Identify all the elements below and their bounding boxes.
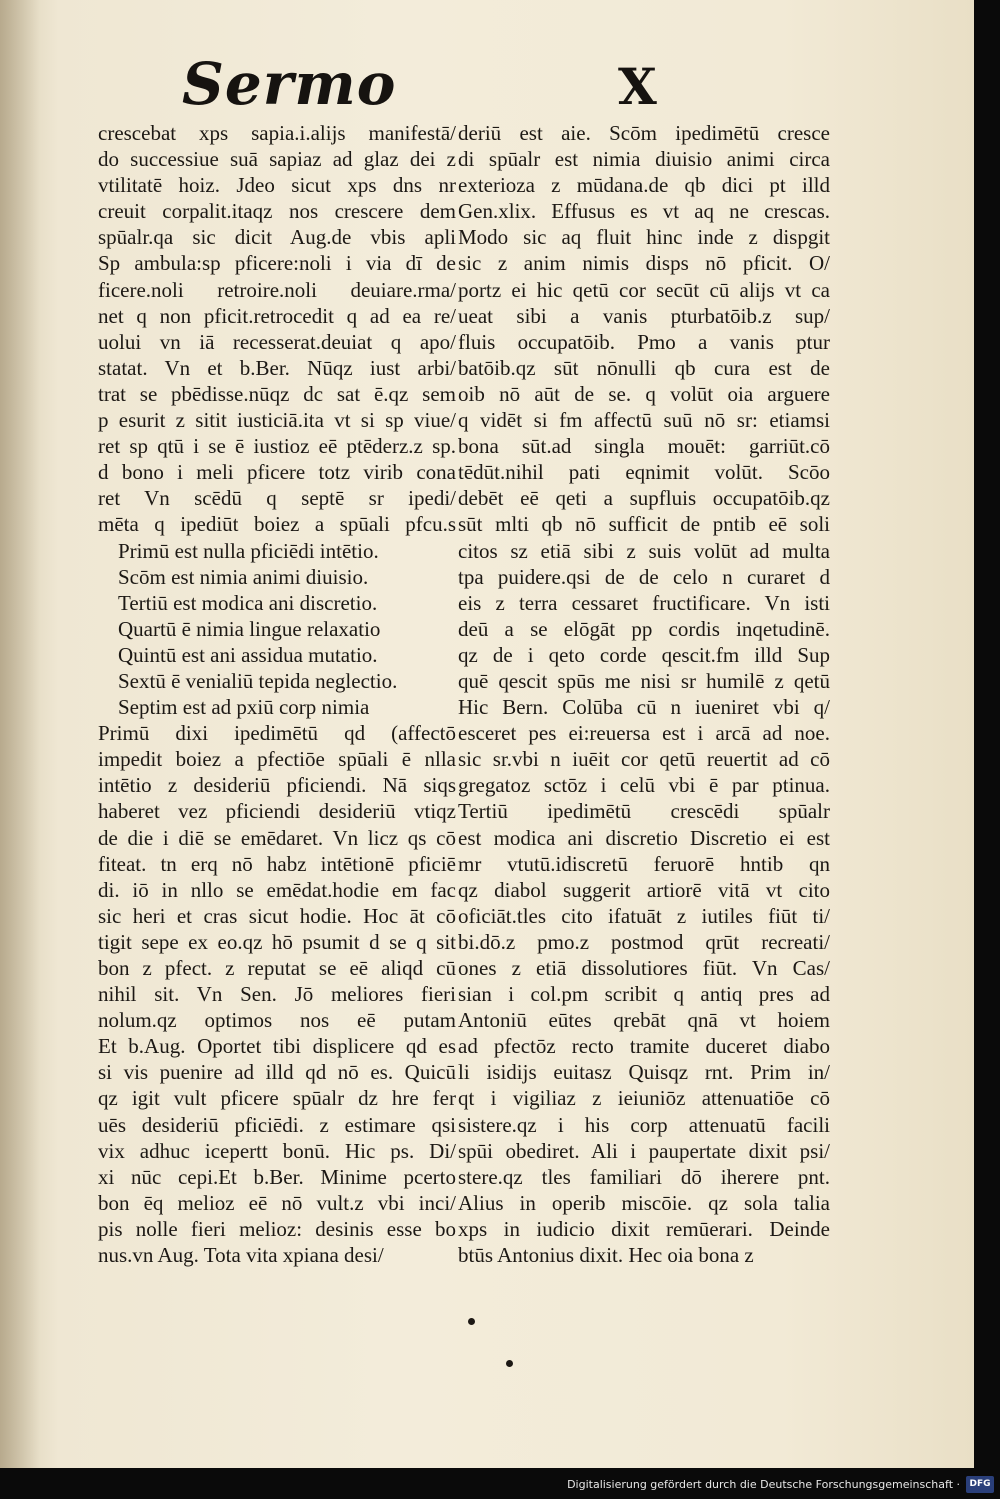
ink-dot <box>506 1360 513 1367</box>
text-line: esceret pes ei:reuersa est i arcā ad noe. <box>458 721 830 746</box>
text-line: Modo sic aq fluit hinc inde z dispgit <box>458 225 830 250</box>
dfg-logo: DFG <box>966 1476 994 1493</box>
text-line: do successiue suā sapiaz ad glaz dei z <box>98 147 456 172</box>
text-column-left <box>98 120 456 1268</box>
text-line: sic z anim nimis disps nō pficit. O/ <box>458 251 830 276</box>
text-line: xps in iudicio dixit remūerari. Deinde <box>458 1216 830 1241</box>
text-line: qz igit vult pficere spūalr dz hre fer <box>98 1086 456 1111</box>
text-column-right <box>458 120 830 1268</box>
text-line: nihil sit. Vn Sen. Jō meliores fieri <box>98 982 456 1007</box>
text-line: impedit boiez a pfectiōe spūali ē nlla <box>98 747 456 772</box>
text-line: bi.dō.z pmo.z postmod qrūt recreati/ <box>458 929 830 954</box>
text-line: btūs Antonius dixit. Hec oia bona z <box>458 1243 754 1268</box>
text-line: Scōm est nimia animi diuisio. <box>118 564 369 589</box>
text-line: intētio z desideriū pficiendi. Nā siqs <box>98 773 456 798</box>
text-line: haberet vez pficiendi desideriū vtiqz <box>98 799 456 824</box>
text-line: deriū est aie. Scōm ipedimētū cresce <box>458 121 830 145</box>
text-line: bon z pfect. z reputat se eē aliqd cū <box>98 956 456 980</box>
text-line: bon ēq melioz eē nō vult.z vbi inci/ <box>98 1190 456 1215</box>
text-line: sūt mlti qb nō sufficit de pntib eē soli <box>458 512 830 537</box>
credit-text: Digitalisierung gefördert durch die Deutsche Forschungsgemeinschaft · <box>567 1478 960 1491</box>
text-line: gregatoz sctōz i celū vbi ē par ptinua. <box>458 773 830 798</box>
text-line: Et b.Aug. Oportet tibi displicere qd es <box>98 1034 456 1059</box>
text-line: crescebat xps sapia.i.alijs manifestā/ <box>98 121 456 145</box>
text-line: fluis occupatōib. Pmo a vanis ptur <box>458 329 830 354</box>
text-line: batōib.qz sūt nōnulli qb cura est de <box>458 355 830 380</box>
text-line: ueat sibi a vanis pturbatōib.z sup/ <box>458 303 830 328</box>
text-line: oib nō aūt de se. q volūt oia arguere <box>458 381 830 406</box>
text-line: fiteat. tn erq nō habz intētionē pficiē <box>98 851 456 876</box>
text-line: uolui vn iā recesserat.deuiat q apo/ <box>98 329 456 354</box>
text-line: deū a se elōgāt pp cordis inqetudinē. <box>458 616 830 641</box>
text-line: portz ei hic qetū cor secūt cū alijs vt ca <box>458 277 830 302</box>
text-line: Hic Bern. Colūba cū n iueniret vbi q/ <box>458 695 830 720</box>
running-header-title: Sermo <box>182 50 397 118</box>
text-line: creuit corpalit.itaqz nos crescere dem <box>98 199 456 224</box>
text-line: Tertiū est modica ani discretio. <box>118 590 378 615</box>
text-line: li isidijs euitasz Quisqz rnt. Prim in/ <box>458 1060 830 1085</box>
text-line: stere.qz tles familiari dō iherere pnt. <box>458 1164 830 1189</box>
text-line: vtilitatē hoiz. Jdeo sicut xps dns nr <box>98 173 456 198</box>
text-line: sistere.qz i his corp attenuatū facili <box>458 1112 830 1137</box>
text-line: nolum.qz optimos nos eē putam <box>98 1008 456 1033</box>
ink-dot <box>468 1318 475 1325</box>
text-line: di spūalr est nimia diuisio animi circa <box>458 147 830 172</box>
text-line: Tertiū ipedimētū crescēdi spūalr <box>458 799 830 824</box>
text-line: uēs desideriū pficiēdi. z estimare qsi <box>98 1112 456 1137</box>
text-line: Septim est ad pxiū corp nimia <box>118 695 370 720</box>
text-line: tēdūt.nihil pati eqnimit volūt. Scōo <box>458 460 830 485</box>
text-line: est modica ani discretio Discretio ei est <box>458 825 830 850</box>
text-line: qt i vigiliaz z ieiuniōz attenuatiōe cō <box>458 1086 830 1111</box>
text-line: ad pfectōz recto tramite duceret diabo <box>458 1034 830 1059</box>
text-line: qz de i qeto corde qescit.fm illd Sup <box>458 642 830 667</box>
text-line: qz diabol suggerit artiorē vitā vt cito <box>458 877 830 902</box>
text-line: mr vtutū.idiscretū feruorē hntib qn <box>458 851 830 876</box>
text-line: tigit sepe ex eo.qz hō psumit d se q sit <box>98 929 456 954</box>
text-line: sian i col.pm scribit q antiq pres ad <box>458 982 830 1007</box>
credit-bar <box>0 1474 1000 1499</box>
text-line: Alius in operib miscōie. qz sola talia <box>458 1190 830 1215</box>
text-line: p esurit z sitit iusticiā.ita vt si sp viue/ <box>98 408 456 433</box>
text-line: Quintū est ani assidua mutatio. <box>118 642 378 667</box>
text-line: di. iō in nllo se emēdat.hodie em fac <box>98 877 456 902</box>
text-line: Quartū ē nimia lingue relaxatio <box>118 616 381 641</box>
text-line: xi nūc cepi.Et b.Ber. Minime pcerto <box>98 1164 456 1189</box>
text-line: Primū est nulla pficiēdi intētio. <box>118 538 379 563</box>
text-line: statat. Vn et b.Ber. Nūqz iust arbi/ <box>98 355 456 380</box>
text-line: nus.vn Aug. Tota vita xpiana desi/ <box>98 1243 384 1268</box>
text-line: spūalr.qa sic dicit Aug.de vbis apli <box>98 225 456 250</box>
sermon-number: X <box>618 57 657 116</box>
text-line: sic sr.vbi n iuēit cor qetū reuertit ad cō <box>458 747 830 772</box>
text-line: citos sz etiā sibi z suis volūt ad multa <box>458 538 830 563</box>
text-line: Antoniū eūtes qrebāt qnā vt hoiem <box>458 1008 830 1033</box>
text-line: vix adhuc icepertt bonū. Hic ps. Di/ <box>98 1138 456 1163</box>
text-line: Primū dixi ipedimētū qd (affectō <box>98 721 456 746</box>
text-line: pis nolle fieri melioz: desinis esse bo <box>98 1216 456 1241</box>
text-line: sic heri et cras sicut hodie. Hoc āt cō <box>98 903 456 928</box>
text-line: net q non pficit.retrocedit q ad ea re/ <box>98 303 456 328</box>
text-line: ones z etiā dissolutiores fiūt. Vn Cas/ <box>458 956 830 980</box>
text-line: exterioza z mūdana.de qb dici pt illd <box>458 173 830 198</box>
text-line: trat se pbēdisse.nūqz dc sat ē.qz sem <box>98 381 456 406</box>
text-line: Gen.xlix. Effusus es vt aq ne crescas. <box>458 199 830 224</box>
text-line: ret Vn scēdū q septē sr ipedi/ <box>98 486 456 511</box>
text-line: Sp ambula:sp pficere:noli i via dī de <box>98 251 456 276</box>
text-line: eis z terra cessaret fructificare. Vn isti <box>458 590 830 615</box>
text-line: si vis puenire ad illd qd nō es. Quicū <box>98 1060 456 1085</box>
text-line: mēta q ipediūt boiez a spūali pfcu.s <box>98 512 456 537</box>
text-line: oficiāt.tles cito ifatuāt z iutiles fiūt ti/ <box>458 903 830 928</box>
text-line: d bono i meli pficere totz virib cona <box>98 460 456 485</box>
text-line: quē qescit spūs me nisi sr humilē z qetū <box>458 668 830 693</box>
text-line: q vidēt si fm affectū suū nō sr: etiamsi <box>458 408 830 433</box>
text-line: bona sūt.ad singla mouēt: garriūt.cō <box>458 434 830 459</box>
text-line: spūi obediret. Ali i paupertate dixit psi/ <box>458 1138 830 1163</box>
text-line: debēt eē qeti a supfluis occupatōib.qz <box>458 486 830 511</box>
text-line: de die i diē se emēdaret. Vn licz qs cō <box>98 825 456 850</box>
text-line: ficere.noli retroire.noli deuiare.rma/ <box>98 277 456 302</box>
text-line: ret sp qtū i se ē iustioz eē ptēderz.z sp. <box>98 434 456 459</box>
text-line: tpa puidere.qsi de de celo n curaret d <box>458 564 830 589</box>
text-line: Sextū ē venialiū tepida neglectio. <box>118 668 398 693</box>
